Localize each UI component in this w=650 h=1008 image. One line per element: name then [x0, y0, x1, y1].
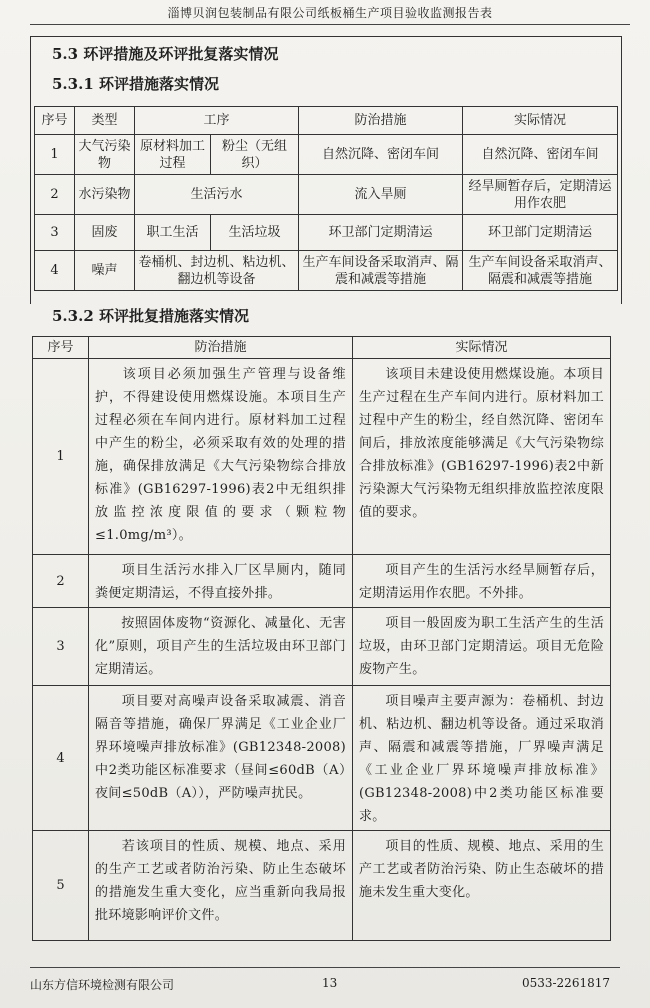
row-type: 水污染物 [75, 175, 135, 215]
row-actual [353, 831, 611, 941]
row-process-detail: 粉尘（无组织） [211, 135, 299, 175]
table-row [35, 215, 618, 251]
row-actual [353, 555, 611, 608]
row-measure-text: 按照固体废物“资源化、减量化、无害化”原则，项目产生的生活垃圾由环卫部门定期清运。 [95, 616, 346, 677]
table-row [35, 175, 618, 215]
row-actual-text: 项目噪声主要声源为：卷桶机、封边机、粘边机、翻边机等设备。通过采取消声、隔震和减震等措施，厂界噪声满足《工业企业厂界环境噪声排放标准》(GB12348-2008)中2类功能区标准要求。 [359, 694, 604, 824]
section-title-5-3-1: 5.3.1 环评措施落实情况 [52, 75, 219, 93]
row-measure [89, 608, 353, 686]
row-measure [89, 686, 353, 831]
table-header-row [35, 107, 618, 135]
row-actual: 生产车间设备采取消声、隔震和减震等措施 [463, 251, 618, 291]
row-measure-text: 项目要对高噪声设备采取减震、消音隔音等措施，确保厂界满足《工业企业厂界环境噪声排放标准》(GB12348-2008)中2类功能区标准要求（昼间≤60dB（A）夜间≤50dB（A）），严防噪声扰民。 [95, 694, 346, 801]
header-no: 序号 [35, 107, 75, 135]
header-actual: 实际情况 [353, 337, 611, 359]
row-actual [353, 359, 611, 555]
row-process: 生活污水 [135, 175, 299, 215]
header-measure: 防治措施 [299, 107, 463, 135]
row-type: 固废 [75, 215, 135, 251]
table-header-row [33, 337, 611, 359]
row-no: 1 [33, 359, 89, 555]
row-measure: 自然沉降、密闭车间 [299, 135, 463, 175]
row-actual-text: 项目一般固废为职工生活产生的生活垃圾，由环卫部门定期清运。项目无危险废物产生。 [359, 616, 604, 677]
row-measure [89, 555, 353, 608]
header-no: 序号 [33, 337, 89, 359]
table-row [33, 555, 611, 608]
table-row [35, 135, 618, 175]
row-measure: 流入旱厕 [299, 175, 463, 215]
row-actual: 自然沉降、密闭车间 [463, 135, 618, 175]
page-header: 淄博贝润包装制品有限公司纸板桶生产项目验收监测报告表 [30, 0, 630, 25]
row-actual-text: 项目的性质、规模、地点、采用的生产工艺或者防治污染、防止生态破坏的措施未发生重大变化。 [359, 839, 604, 900]
row-actual-text: 项目产生的生活污水经旱厕暂存后，定期清运用作农肥。不外排。 [359, 563, 604, 601]
row-measure-text: 若该项目的性质、规模、地点、采用的生产工艺或者防治污染、防止生态破坏的措施发生重大变化，应当重新向我局报批环境影响评价文件。 [95, 839, 346, 923]
header-type: 类型 [75, 107, 135, 135]
row-type: 噪声 [75, 251, 135, 291]
row-no: 5 [33, 831, 89, 941]
row-measure [89, 359, 353, 555]
table-row [33, 831, 611, 941]
row-type: 大气污染物 [75, 135, 135, 175]
row-measure [89, 831, 353, 941]
row-no: 3 [35, 215, 75, 251]
row-measure: 环卫部门定期清运 [299, 215, 463, 251]
row-no: 4 [33, 686, 89, 831]
row-no: 1 [35, 135, 75, 175]
row-measure-text: 该项目必须加强生产管理与设备维护，不得建设使用燃煤设施。本项目生产过程必须在车间内进行。原材料加工过程中产生的粉尘，必须采取有效的处理的措施，确保排放满足《大气污染物综合排放标准》(GB16297-1996)表2中无组织排放监控浓度限值的要求（颗粒物≤1.0mg/m³）。 [95, 367, 346, 543]
row-measure: 生产车间设备采取消声、隔震和减震等措施 [299, 251, 463, 291]
row-actual [353, 608, 611, 686]
approval-table [32, 336, 611, 941]
section-title-5-3-2: 5.3.2 环评批复措施落实情况 [52, 307, 249, 325]
row-process: 职工生活 [135, 215, 211, 251]
row-process: 原材料加工过程 [135, 135, 211, 175]
header-measure: 防治措施 [89, 337, 353, 359]
row-measure-text: 项目生活污水排入厂区旱厕内，随同粪便定期清运，不得直接外排。 [95, 563, 346, 601]
row-actual [353, 686, 611, 831]
section-title-5-3: 5.3 环评措施及环评批复落实情况 [52, 45, 279, 63]
footer-phone: 0533-2261817 [521, 976, 610, 990]
footer-company: 山东方信环境检测有限公司 [30, 978, 175, 992]
measures-table [34, 106, 618, 291]
table-row [33, 608, 611, 686]
row-actual: 经旱厕暂存后，定期清运用作农肥 [463, 175, 618, 215]
page-footer [30, 967, 620, 998]
header-actual: 实际情况 [463, 107, 618, 135]
table-row [33, 686, 611, 831]
row-no: 4 [35, 251, 75, 291]
table-row [33, 359, 611, 555]
header-process: 工序 [135, 107, 299, 135]
row-process-detail: 生活垃圾 [211, 215, 299, 251]
row-actual-text: 该项目未建设使用燃煤设施。本项目生产过程在生产车间内进行。原材料加工过程中产生的粉尘，经自然沉降、密闭车间后，排放浓度能够满足《大气污染物综合排放标准》(GB16297-1996)表2中新污染源大气污染物无组织排放监控浓度限值的要求。 [359, 367, 604, 520]
footer-page-number: 13 [322, 976, 338, 990]
table-row [35, 251, 618, 291]
row-no: 2 [35, 175, 75, 215]
row-no: 3 [33, 608, 89, 686]
row-process: 卷桶机、封边机、粘边机、翻边机等设备 [135, 251, 299, 291]
row-actual: 环卫部门定期清运 [463, 215, 618, 251]
row-no: 2 [33, 555, 89, 608]
